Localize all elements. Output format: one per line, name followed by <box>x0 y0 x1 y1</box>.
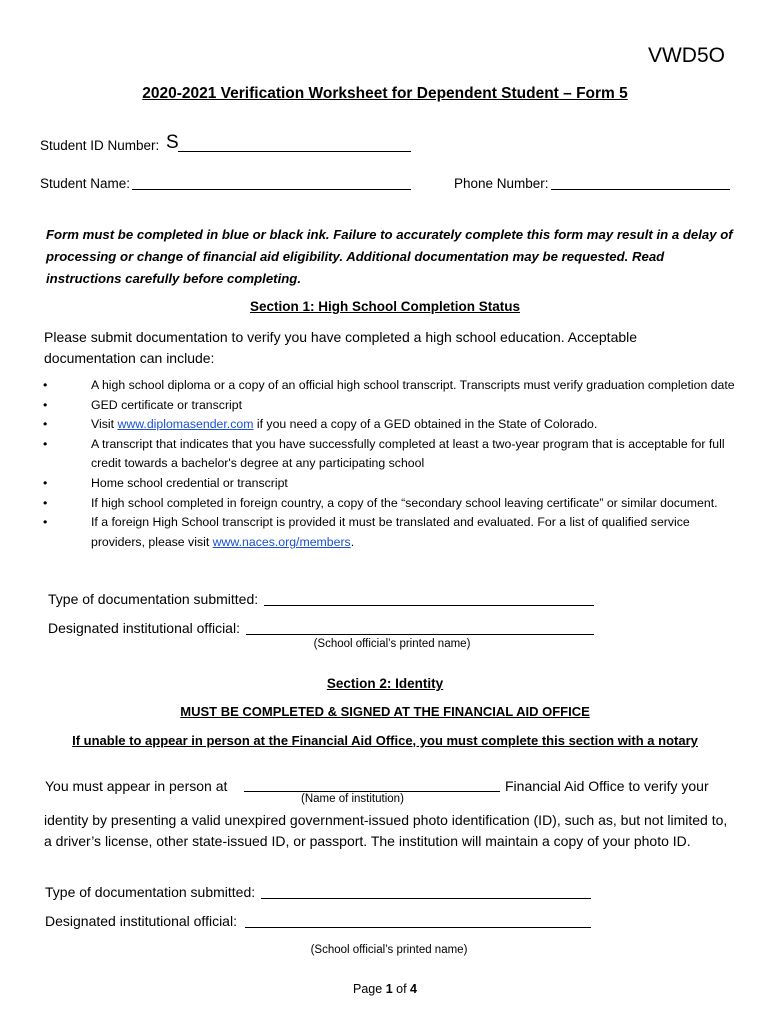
naces-link[interactable]: www.naces.org/members <box>212 534 351 549</box>
s1-doc-type-field[interactable] <box>264 605 594 606</box>
list-item <box>40 474 740 494</box>
s1-official-label: Designated institutional official: <box>48 620 240 636</box>
list-item <box>40 435 740 474</box>
bullet-icon: • <box>43 417 48 432</box>
s2-doc-type-label: Type of documentation submitted: <box>45 884 256 900</box>
of-word: of <box>396 982 407 996</box>
list-item <box>40 513 740 552</box>
acceptable-documents-list <box>40 376 740 552</box>
bullet-icon: • <box>43 515 48 530</box>
bullet-icon: • <box>43 495 48 510</box>
s2-doc-type-field[interactable] <box>261 898 591 899</box>
page-word: Page <box>353 982 383 996</box>
list-item-text-post: if you need a copy of a GED obtained in the State of Colorado. <box>253 417 598 432</box>
institution-name-field[interactable] <box>244 791 500 792</box>
bullet-icon: • <box>43 397 48 412</box>
list-item <box>40 396 740 416</box>
list-item-text: Home school credential or transcript <box>91 475 288 490</box>
student-name-field[interactable] <box>132 189 411 190</box>
bullet-icon: • <box>43 436 48 451</box>
bullet-icon: • <box>43 475 48 490</box>
list-item-text-pre: If a foreign High School transcript is provided it must be translated and evaluated. For a list of qualified service providers, please visit <box>91 515 690 549</box>
phone-number-label: Phone Number: <box>454 176 549 191</box>
page-current: 1 <box>385 982 393 996</box>
appear-in-person-text: You must appear in person at <box>45 778 228 794</box>
section-1-heading: Section 1: High School Completion Status <box>249 299 520 314</box>
page-total: 4 <box>410 982 417 996</box>
list-item-text-pre: Visit <box>91 417 118 432</box>
s2-official-caption: (School official’s printed name) <box>310 944 468 956</box>
student-name-label: Student Name: <box>40 176 131 191</box>
list-item <box>40 376 740 396</box>
form-title: 2020-2021 Verification Worksheet for Dependent Student – Form 5 <box>142 85 628 102</box>
student-id-label: Student ID Number: <box>40 138 160 153</box>
list-item-text: A high school diploma or a copy of an official high school transcript. Transcripts must verify graduation completion date <box>91 378 735 392</box>
notary-notice: If unable to appear in person at the Financial Aid Office, you must complete this section with a notary <box>72 733 698 748</box>
list-item-text: If high school completed in foreign country, a copy of the “secondary school leaving certificate” or similar document. <box>91 495 718 510</box>
ink-warning: Form must be completed in blue or black ink. Failure to accurately complete this form may result in a delay of processing or change of financial aid eligibility. Additional documentation may be requested. Read instructions carefully before completing. <box>46 227 733 286</box>
institution-caption: (Name of institution) <box>301 793 404 805</box>
s2-official-field[interactable] <box>245 927 591 928</box>
section-2-heading: Section 2: Identity <box>326 676 444 691</box>
page-number <box>0 982 770 996</box>
s1-official-field[interactable] <box>246 634 594 635</box>
must-complete-notice: MUST BE COMPLETED & SIGNED AT THE FINANCIAL AID OFFICE <box>180 704 590 719</box>
diplomasender-link[interactable]: www.diplomasender.com <box>117 417 254 432</box>
s2-official-label: Designated institutional official: <box>45 913 237 929</box>
section-1-intro: Please submit documentation to verify you have completed a high school education. Acceptable documentation can include: <box>44 329 638 366</box>
form-code: VWD5O <box>647 44 725 67</box>
list-item-text: A transcript that indicates that you have successfully completed at least a two-year program that is acceptable for full credit towards a bachelor's degree at any participating school <box>91 436 725 471</box>
photo-id-paragraph: identity by presenting a valid unexpired government-issued photo identification (ID), such as, but not limited to, a driver’s license, other state-issued ID, or passport. The institution will maintain a copy of your photo ID. <box>44 812 728 849</box>
list-item-text-post: . <box>350 534 355 549</box>
list-item <box>40 494 740 514</box>
bullet-icon: • <box>43 378 48 392</box>
student-id-field[interactable] <box>178 151 411 152</box>
student-id-prefix: S <box>166 132 179 153</box>
phone-number-field[interactable] <box>551 189 730 190</box>
list-item-text: GED certificate or transcript <box>91 397 243 412</box>
verify-text: Financial Aid Office to verify your <box>505 778 709 794</box>
s1-official-caption: (School official’s printed name) <box>313 638 471 650</box>
s1-doc-type-label: Type of documentation submitted: <box>48 591 259 607</box>
list-item <box>40 415 740 435</box>
